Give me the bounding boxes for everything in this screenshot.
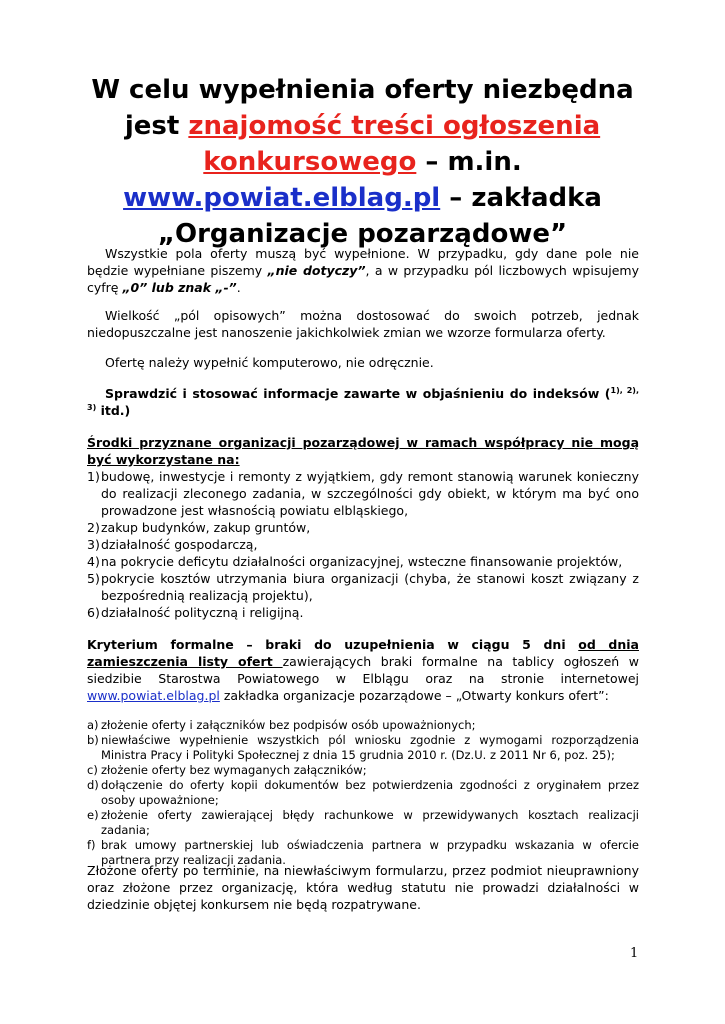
- list-item-text: na pokrycie deficytu działalności organizacyjnej, wsteczne finansowanie projektów,: [101, 554, 623, 569]
- closing-paragraph: Złożone oferty po terminie, na niewłaściwym formularzu, przez podmiot nieuprawniony oraz złożone przez organizację, która według statutu nie prowadzi działalności w dziedzinie objętej konkursem nie będą rozpatrywane.: [87, 863, 639, 912]
- list-marker: b): [87, 733, 99, 747]
- text: Sprawdzić i stosować informacje zawarte w objaśnieniu do indeksów (: [105, 386, 611, 401]
- list-marker: 3): [87, 537, 100, 552]
- list-item-text: dołączenie do oferty kopii dokumentów bez potwierdzenia zgodności z oryginałem przez osoby upoważnione;: [101, 778, 639, 807]
- title-line-4: [60, 180, 665, 216]
- list-item: [87, 733, 639, 763]
- list-item: [87, 604, 639, 621]
- list-item: [87, 468, 639, 519]
- list-item-text: działalność polityczną i religijną.: [101, 605, 304, 620]
- list-item-text: złożenie oferty bez wymaganych załączników;: [101, 763, 367, 777]
- list-marker: f): [87, 838, 96, 852]
- text: zawierających braki formalne na tablicy ogłoszeń w siedzibie Starostwa Powiatowego w Elblągu oraz na stronie internetowej: [87, 654, 639, 686]
- paragraph-computer: Ofertę należy wypełnić komputerowo, nie odręcznie.: [105, 355, 434, 370]
- website-link[interactable]: www.powiat.elblag.pl: [87, 688, 220, 703]
- list-marker: 2): [87, 520, 100, 535]
- list-marker: 1): [87, 469, 100, 484]
- emphasis: „nie dotyczy”: [267, 263, 366, 278]
- list-item: [87, 553, 639, 570]
- bold-underlined-text: od dnia zamieszczenia listy ofert: [87, 637, 639, 669]
- list-item-text: pokrycie kosztów utrzymania biura organizacji (chyba, że stanowi koszt związany z bezpośrednią realizacją projektu),: [101, 571, 639, 603]
- list-item: [87, 536, 639, 553]
- title-text-2: – m.in.: [416, 147, 522, 177]
- title-line-1: W celu wypełnienia oferty niezbędna: [91, 75, 634, 105]
- list-marker: d): [87, 778, 99, 792]
- section-restrictions: [87, 434, 639, 621]
- list-marker: 4): [87, 554, 100, 569]
- text: .: [236, 280, 241, 295]
- list-item: [87, 763, 639, 778]
- page-number: 1: [630, 946, 639, 961]
- list-marker: 6): [87, 605, 100, 620]
- list-item: [87, 808, 639, 838]
- list-item-text: działalność gospodarczą,: [101, 537, 258, 552]
- page-title: [60, 72, 665, 252]
- title-link[interactable]: www.powiat.elblag.pl: [123, 183, 441, 213]
- list-marker: 5): [87, 571, 100, 586]
- superscript: 1), 2), 3): [87, 385, 639, 412]
- list-item: [87, 519, 639, 536]
- bold-text: Kryterium formalne – braki do uzupełnienia w ciągu 5 dni: [87, 637, 579, 652]
- formal-paragraph: [87, 636, 639, 704]
- list-marker: e): [87, 808, 99, 822]
- list-marker: a): [87, 718, 99, 732]
- list-item: [87, 718, 639, 733]
- title-highlight: znajomość treści ogłoszenia: [188, 111, 601, 141]
- list-item-text: złożenie oferty zawierającej błędy rachunkowe w przewidywanych kosztach realizacji zadania;: [101, 808, 639, 837]
- list-item-text: złożenie oferty i załączników bez podpisów osób upoważnionych;: [101, 718, 476, 732]
- paragraph-fill-rules: [87, 245, 639, 296]
- text: zakładka organizacje pozarządowe – „Otwarty konkurs ofert”:: [219, 688, 609, 703]
- text: itd.): [96, 403, 131, 418]
- emphasis: „0” lub znak „-”: [122, 280, 237, 295]
- paragraph-indexes: [87, 385, 639, 419]
- restrictions-list: [87, 468, 639, 621]
- list-item-text: budowę, inwestycje i remonty z wyjątkiem, gdy remont stanowią warunek konieczny do realizacji zleconego zadania, w szczególności gdy obiekt, w którym ma być ono prowadzone jest własnością powiatu elbląskiego,: [101, 469, 639, 518]
- list-marker: c): [87, 763, 98, 777]
- title-line-3: [60, 144, 665, 180]
- list-item-text: brak umowy partnerskiej lub oświadczenia partnera w przypadku wskazania w ofercie partnera przy realizacji zadania.: [101, 838, 639, 867]
- list-item: [87, 778, 639, 808]
- title-highlight-2: konkursowego: [203, 147, 417, 177]
- text: , a w przypadku pól liczbowych wpisujemy cyfrę: [87, 263, 639, 295]
- title-line-2: [60, 108, 665, 144]
- title-text: jest: [124, 111, 189, 141]
- paragraph-descriptive-fields: Wielkość „pól opisowych” można dostosować do swoich potrzeb, jednak niedopuszczalne jest nanoszenie jakichkolwiek zmian we wzorze formularza oferty.: [87, 308, 639, 340]
- section-heading: Środki przyznane organizacji pozarządowej w ramach współpracy nie mogą być wykorzystane na:: [87, 435, 639, 467]
- formal-list: [87, 718, 639, 868]
- list-item-text: zakup budynków, zakup gruntów,: [101, 520, 311, 535]
- list-item: [87, 570, 639, 604]
- title-text-3: – zakładka: [440, 183, 602, 213]
- text: Wszystkie pola oferty muszą być wypełnione. W przypadku, gdy dane pole nie będzie wypełniane piszemy: [87, 246, 639, 278]
- title-line-5: „Organizacje pozarządowe”: [157, 219, 568, 249]
- section-formal: [87, 636, 639, 868]
- list-item-text: niewłaściwe wypełnienie wszystkich pól wniosku zgodnie z wymogami rozporządzenia Ministra Pracy i Polityki Społecznej z dnia 15 grudnia 2010 r. (Dz.U. z 2011 Nr 6, poz. 25);: [101, 733, 639, 762]
